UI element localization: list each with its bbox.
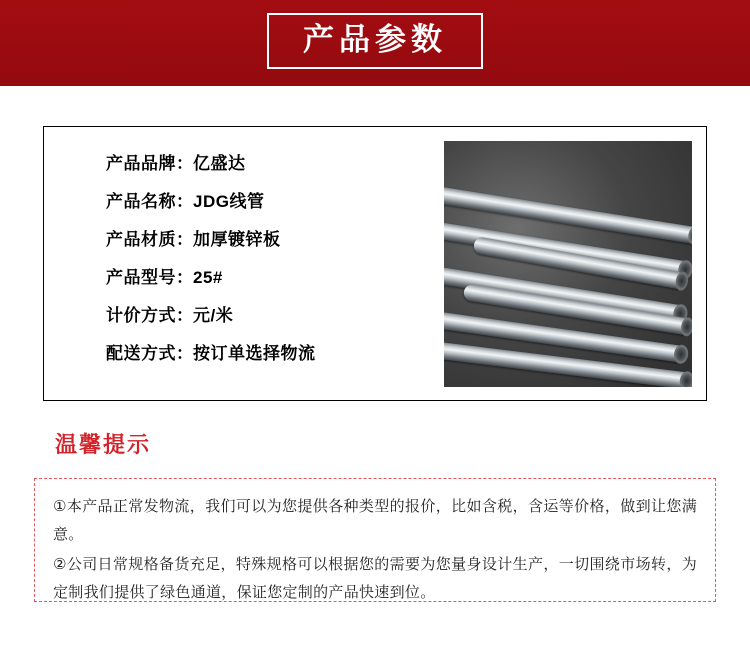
- page-title: 产品参数: [303, 22, 447, 57]
- spec-value: JDG线管: [193, 192, 265, 211]
- spec-value: 加厚镀锌板: [193, 230, 281, 249]
- tip-item: ①本产品正常发物流，我们可以为您提供各种类型的报价，比如含税，含运等价格，做到让您满意。: [53, 498, 697, 543]
- spec-colon: ：: [176, 268, 193, 287]
- spec-label: 产品名称: [106, 192, 176, 211]
- spec-colon: ：: [176, 344, 193, 363]
- spec-value: 亿盛达: [193, 154, 246, 173]
- spec-value: 25#: [193, 268, 223, 287]
- spec-colon: ：: [176, 192, 193, 211]
- spec-panel: [43, 126, 707, 401]
- spec-colon: ：: [176, 154, 193, 173]
- header-banner: [0, 0, 750, 86]
- spec-row: [106, 339, 436, 377]
- spec-colon: ：: [176, 230, 193, 249]
- spec-label: 产品型号: [106, 268, 176, 287]
- spec-label: 配送方式: [106, 344, 176, 363]
- spec-row: [106, 149, 436, 187]
- spec-row: [106, 225, 436, 263]
- spec-list: [106, 149, 436, 377]
- tips-title: 温馨提示: [55, 432, 152, 457]
- spec-row: [106, 301, 436, 339]
- spec-label: 产品材质: [106, 230, 176, 249]
- spec-value: 元/米: [193, 306, 234, 325]
- tips-box: [34, 478, 716, 602]
- spec-label: 计价方式: [106, 306, 176, 325]
- spec-colon: ：: [176, 306, 193, 325]
- header-title-frame: [267, 13, 483, 69]
- spec-label: 产品品牌: [106, 154, 176, 173]
- tip-item: ②公司日常规格备货充足，特殊规格可以根据您的需要为您量身设计生产，一切围绕市场转，为定制我们提供了绿色通道，保证您定制的产品快速到位。: [53, 556, 697, 601]
- spec-value: 按订单选择物流: [193, 344, 316, 363]
- product-photo: [444, 141, 692, 387]
- spec-row: [106, 187, 436, 225]
- spec-row: [106, 263, 436, 301]
